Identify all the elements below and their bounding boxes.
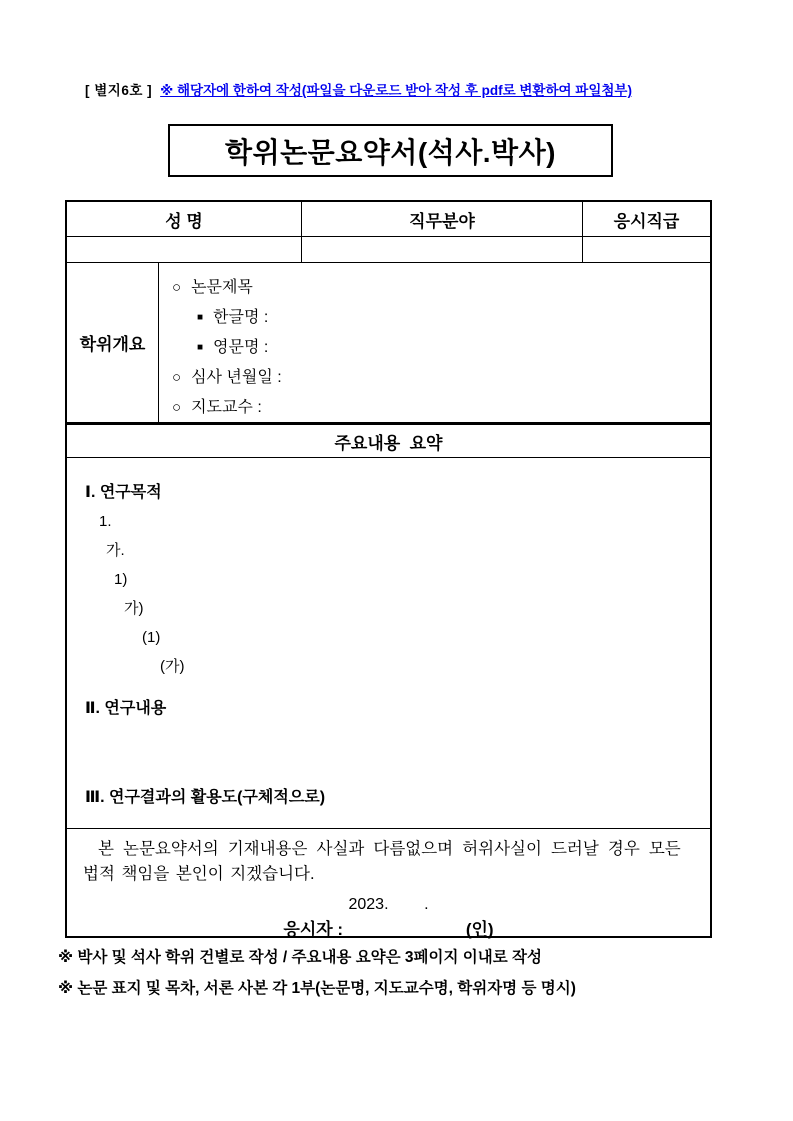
declaration-text-line2: 법적 책임을 본인이 지겠습니다. (83, 865, 315, 883)
header-cell-job-field: 직무분야 (302, 202, 583, 236)
outline-sub-item: (1) (142, 629, 161, 646)
square-bullet-icon: ■ (197, 312, 204, 323)
degree-overview-item-text: 논문제목 (191, 279, 253, 296)
declaration-text-line1: 본 논문요약서의 기재내용은 사실과 다름없으며 허위사실이 드러날 경우 모든 (98, 840, 681, 858)
degree-overview-item-text: 한글명 : (213, 309, 269, 326)
degree-overview-item (172, 393, 710, 423)
degree-overview-item (172, 273, 710, 303)
page-title: 학위논문요약서(석사.박사) (225, 136, 556, 168)
value-cell-exam-grade (583, 237, 710, 262)
footnote-line: ※ 박사 및 석사 학위 건별로 작성 / 주요내용 요약은 3페이지 이내로 작성 (58, 949, 542, 966)
degree-overview-item-text: 지도교수 : (191, 399, 262, 416)
circle-bullet-icon: ○ (172, 399, 182, 416)
value-cell-name (67, 237, 302, 262)
outline-sub-item: 1. (99, 513, 112, 530)
header-cell-exam-grade: 응시직급 (613, 211, 680, 231)
outline-heading: Ⅲ. 연구결과의 활용도(구체적으로) (85, 789, 326, 806)
degree-overview-content (159, 263, 710, 422)
degree-overview-row (67, 263, 710, 422)
top-instruction-line (85, 79, 632, 99)
instruction-link[interactable]: ※ 해당자에 한하여 작성(파일을 다운로드 받아 작성 후 pdf로 변환하여 파일첨부) (160, 83, 632, 98)
square-bullet-icon: ■ (197, 342, 204, 353)
header-cell-name: 성 명 (67, 202, 302, 236)
title-box (168, 124, 613, 177)
outline-section (67, 694, 710, 723)
form-number-label: [ 별지6호 ] (85, 83, 153, 98)
summary-outline-content (67, 458, 710, 828)
outline-section (67, 478, 710, 681)
footnote-line: ※ 논문 표지 및 목차, 서론 사본 각 1부(논문명, 지도교수명, 학위자명 등 명시) (58, 980, 576, 997)
outline-sub-item: 가. (106, 542, 125, 559)
outline-heading: Ⅰ. 연구목적 (85, 484, 162, 501)
degree-overview-item (172, 363, 710, 393)
declaration-block (67, 828, 710, 939)
outline-sub-item: 1) (114, 571, 128, 588)
applicant-header-row (67, 202, 710, 237)
declaration-date-line: 2023. . (348, 896, 429, 913)
footnotes (58, 942, 576, 1004)
thesis-summary-form-table (65, 200, 712, 938)
outline-sub-item: 가) (124, 600, 144, 617)
degree-overview-label: 학위개요 (67, 263, 159, 422)
summary-section-header: 주요내용 요약 (67, 422, 710, 458)
applicant-value-row (67, 237, 710, 263)
outline-sub-item: (가) (160, 658, 185, 675)
declaration-signer-line: 응시자 : (인) (283, 920, 494, 939)
degree-overview-item (172, 303, 710, 333)
outline-section (67, 783, 710, 812)
degree-overview-item-text: 심사 년월일 : (191, 369, 282, 386)
value-cell-job-field (302, 237, 583, 262)
outline-heading: Ⅱ. 연구내용 (85, 700, 167, 717)
degree-overview-item (172, 333, 710, 363)
circle-bullet-icon: ○ (172, 279, 182, 296)
degree-overview-item-text: 영문명 : (213, 339, 269, 356)
circle-bullet-icon: ○ (172, 369, 182, 386)
